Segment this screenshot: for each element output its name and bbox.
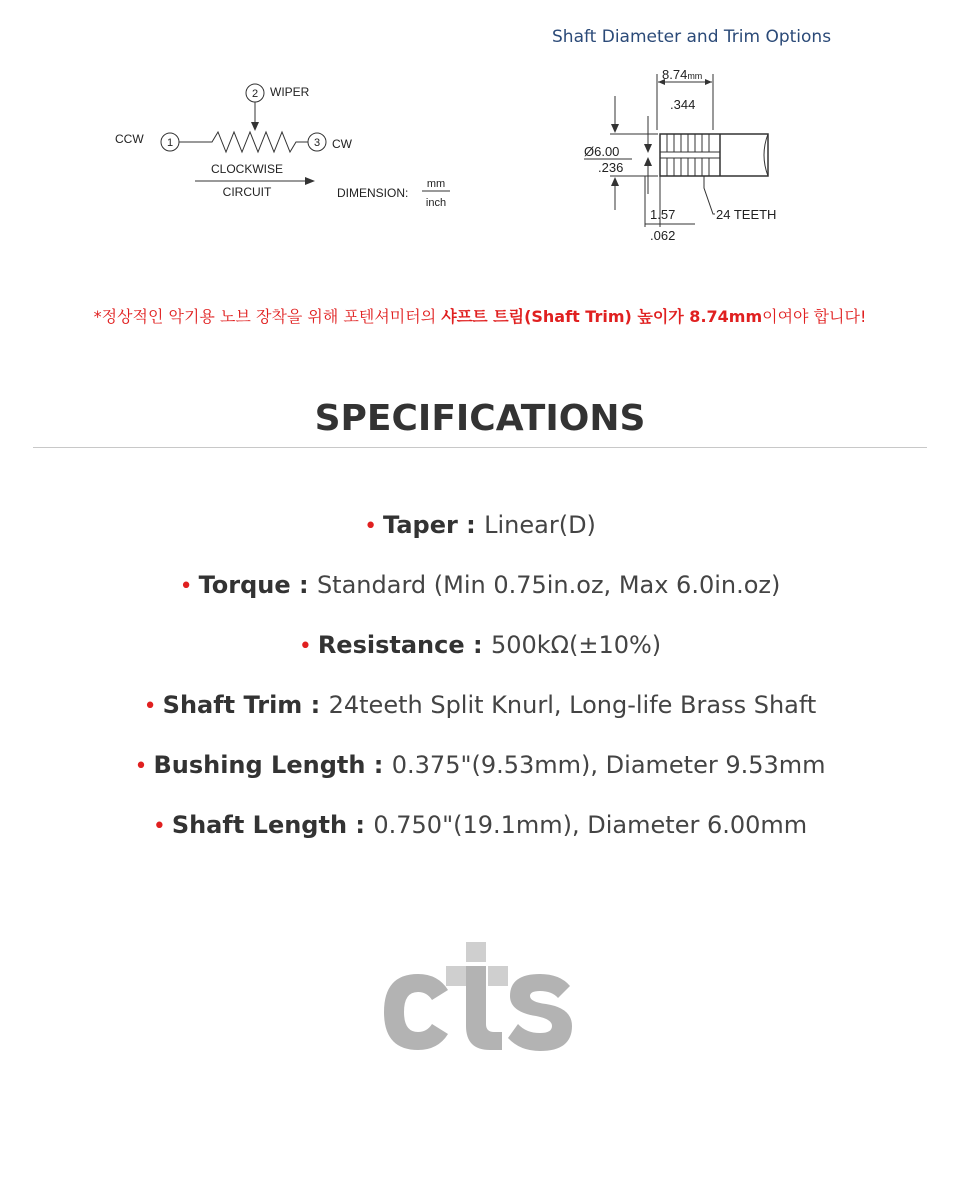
- direction-label-top: CLOCKWISE: [210, 162, 284, 176]
- resistor-symbol: [179, 132, 308, 152]
- spec-item-shaft-trim: [0, 685, 960, 745]
- specifications-heading: SPECIFICATIONS: [314, 398, 646, 439]
- spec-label: Torque :: [198, 571, 317, 599]
- spec-value: Standard (Min 0.75in.oz, Max 6.0in.oz): [316, 571, 781, 599]
- specifications-list: [0, 505, 960, 865]
- cts-logo: [380, 940, 576, 1056]
- wiper-arrow: [251, 122, 259, 131]
- shaft-diagram-title: Shaft Diameter and Trim Options: [552, 27, 832, 47]
- logo-accent-square: [466, 942, 486, 962]
- logo-accent-square-left: [446, 966, 466, 986]
- unit-mm: mm: [426, 178, 446, 190]
- spec-item-shaft-length: [0, 805, 960, 865]
- logo-accent-square-right: [488, 966, 508, 986]
- spec-item-torque: [0, 565, 960, 625]
- shaft-diameter-inch: .236: [598, 160, 624, 175]
- spec-value: 24teeth Split Knurl, Long-life Brass Shaft: [328, 691, 817, 719]
- bullet-icon: •: [179, 574, 193, 599]
- spec-item-resistance: [0, 625, 960, 685]
- bullet-icon: •: [152, 814, 166, 839]
- direction-arrow: [305, 177, 315, 185]
- shaft-body: [660, 134, 768, 176]
- logo-letter-s: [508, 974, 572, 1051]
- teeth-label: 24 TEETH: [716, 207, 777, 222]
- trim-length-mm: 8.74mm: [662, 67, 703, 82]
- spec-value: 500kΩ(±10%): [490, 631, 662, 659]
- ccw-label: CCW: [115, 132, 144, 146]
- bullet-icon: •: [134, 754, 148, 779]
- dimension-label: DIMENSION:: [337, 186, 409, 200]
- slot-width-mm: 1.57: [650, 207, 676, 222]
- wiper-label: WIPER: [270, 85, 310, 99]
- shaft-diameter-mm: Ø6.00: [584, 144, 620, 159]
- circuit-diagram: [100, 70, 480, 230]
- ccw-terminal-number: 1: [166, 137, 174, 149]
- spec-item-taper: [0, 505, 960, 565]
- heading-divider: [33, 447, 927, 448]
- logo-letter-c: [384, 974, 448, 1050]
- spec-value: 0.375"(9.53mm), Diameter 9.53mm: [391, 751, 826, 779]
- spec-label: Resistance :: [317, 631, 491, 659]
- notice-prefix: *정상적인 악기용 노브 장착을 위해 포텐셔미터의: [93, 307, 442, 326]
- spec-label: Shaft Trim :: [162, 691, 329, 719]
- bullet-icon: •: [298, 634, 312, 659]
- spec-label: Taper :: [383, 511, 485, 539]
- trim-length-inch: .344: [670, 97, 696, 112]
- spec-label: Shaft Length :: [171, 811, 374, 839]
- cw-label: CW: [332, 137, 352, 151]
- notice-suffix: 이여야 합니다!: [762, 307, 867, 326]
- knob-fit-notice: [0, 304, 960, 327]
- slot-width-inch: .062: [650, 228, 676, 243]
- shaft-drawing: [570, 64, 800, 250]
- spec-value: 0.750"(19.1mm), Diameter 6.00mm: [373, 811, 808, 839]
- spec-value: Linear(D): [484, 511, 596, 539]
- spec-label: Bushing Length :: [153, 751, 392, 779]
- wiper-terminal-number: 2: [251, 88, 259, 100]
- bullet-icon: •: [364, 514, 378, 539]
- spec-item-bushing-length: [0, 745, 960, 805]
- cw-terminal-number: 3: [313, 137, 321, 149]
- bullet-icon: •: [143, 694, 157, 719]
- direction-label-bottom: CIRCUIT: [222, 185, 272, 199]
- notice-emphasis: 샤프트 트림(Shaft Trim) 높이가 8.74mm: [441, 307, 763, 326]
- unit-inch: inch: [425, 197, 447, 209]
